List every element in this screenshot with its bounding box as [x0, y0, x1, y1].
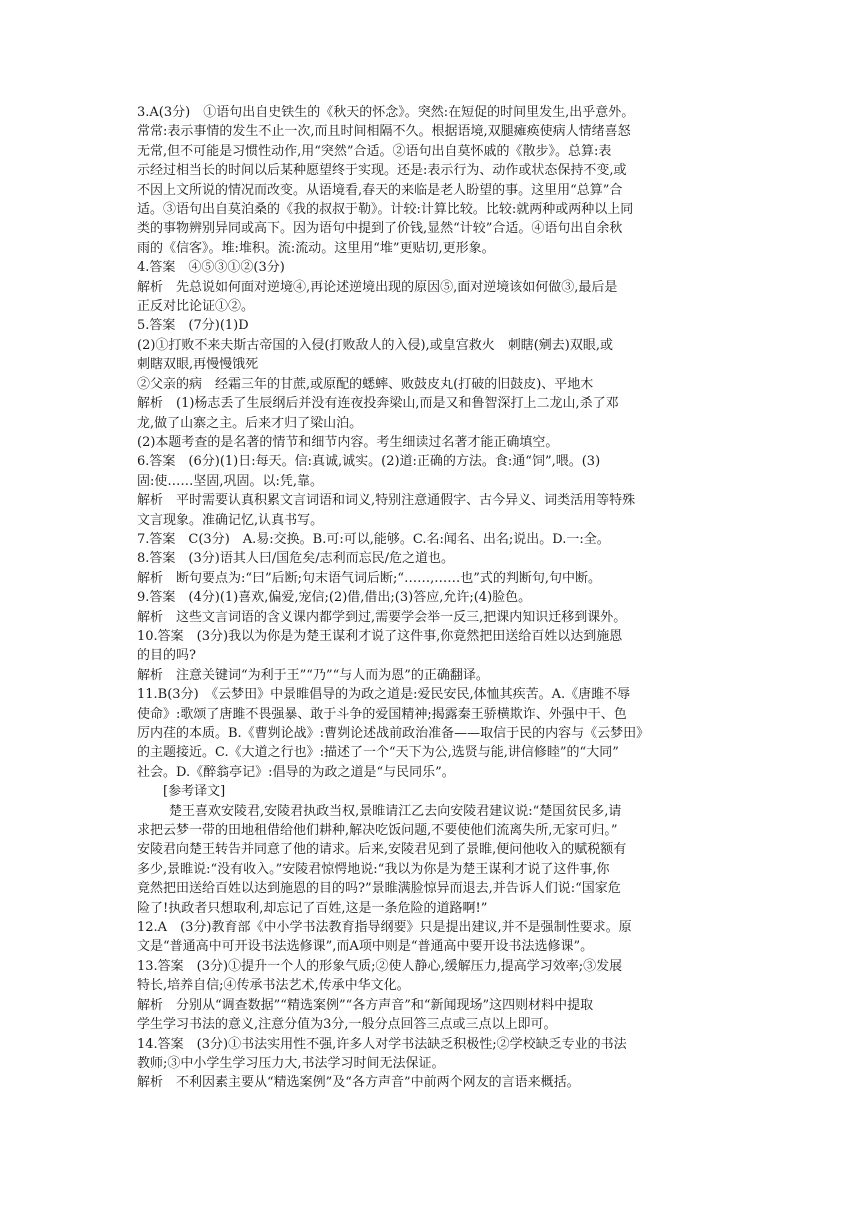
text-line: 厉内荏的本质。B.《曹刿论战》:曹刿论述战前政治准备——取信于民的内容与《云梦田》	[137, 726, 650, 741]
text-line: 不因上文所说的情况而改变。从语境看,春天的来临是老人盼望的事。这里用“总算”合	[137, 182, 623, 198]
text-line: 解析 断句要点为:“曰”后断;句末语气词后断;“……,……也”式的判断句,句中断。	[137, 570, 601, 586]
text-line: 11.B(3分) 《云梦田》中景睢倡导的为政之道是:爱民安民,体恤其疾苦。A.《唐雎不辱	[137, 687, 631, 703]
text-line: [参考译文]	[163, 784, 226, 800]
text-line: 解析 注意关键词“为利于王”“乃”“与人而为恩”的正确翻译。	[137, 667, 489, 683]
text-line: 类的事物辨别异同或高下。因为语句中提到了价钱,显然“计较”合适。④语句出自余秋	[137, 221, 623, 237]
text-line: 无常,但不可能是习惯性动作,用“突然”合适。②语句出自莫怀戚的《散步》。总算:表	[137, 143, 612, 159]
text-line: 12.A (3分)教育部《中小学书法教育指导纲要》只是提出建议,并不是强制性要求。原	[137, 920, 632, 936]
text-line: 5.答案 (7分)(1)D	[137, 318, 249, 334]
text-line: 4.答案 ④⑤③①②(3分)	[137, 260, 285, 276]
text-line: 示经过相当长的时间以后某种愿望终于实现。还是:表示行为、动作或状态保持不变,或	[137, 163, 627, 179]
text-line: 文言现象。准确记忆,认真书写。	[137, 512, 324, 528]
text-line: 的主题接近。C.《大道之行也》:描述了一个“天下为公,选贤与能,讲信修睦”的“大同”	[137, 745, 619, 761]
text-line: 3.A(3分) ①语句出自史铁生的《秋天的怀念》。突然:在短促的时间里发生,出乎意外。	[137, 105, 635, 120]
text-line: ②父亲的病 经霜三年的甘蔗,或原配的蟋蟀、败鼓皮丸(打破的旧鼓皮)、平地木	[137, 376, 594, 392]
text-line: 使命》:歌颂了唐雎不畏强暴、敢于斗争的爱国精神;揭露秦王骄横欺诈、外强中干、色	[137, 706, 627, 722]
text-line: 解析 这些文言词语的含义课内都学到过,需要学会举一反三,把课内知识迁移到课外。	[137, 609, 627, 625]
text-line: 常常:表示事情的发生不止一次,而且时间相隔不久。根据语境,双腿瘫痪使病人情绪喜怒	[137, 124, 631, 140]
text-line: 社会。D.《醉翁亭记》:倡导的为政之道是“与民同乐”。	[137, 764, 455, 780]
text-line: 13.答案 (3分)①提升一个人的形象气质;②使人静心,缓解压力,提高学习效率;③发展	[137, 958, 623, 974]
text-line: 雨的《信客》。堆:堆积。流:流动。这里用“堆”更贴切,更形象。	[137, 240, 495, 256]
text-line: 竟然把田送给百姓以达到施恩的目的吗?”景睢满脸惊异而退去,并告诉人们说:“国家危	[137, 881, 621, 897]
text-line: 解析 不利因素主要从“精选案例”及“各方声音”中前两个网友的言语来概括。	[137, 1075, 580, 1091]
text-line: 正反对比论证①②。	[137, 299, 255, 315]
text-line: 特长,培养自信;④传承书法艺术,传承中华文化。	[137, 978, 410, 994]
text-line: 险了!执政者只想取利,却忘记了百姓,这是一条危险的道路啊!”	[137, 900, 488, 916]
text-line: 解析 平时需要认真积累文言词语和词义,特别注意通假字、古今异义、词类活用等特殊	[137, 493, 636, 509]
text-line: 10.答案 (3分)我以为你是为楚王谋利才说了这件事,你竟然把田送给百姓以达到施恩	[137, 628, 623, 644]
text-line: 刺瞎双眼,再慢慢饿死	[137, 357, 259, 373]
text-line: 解析 分别从“调查数据”“精选案例”“各方声音”和“新闻现场”这四则材料中提取	[137, 997, 594, 1013]
text-line: 求把云梦一带的田地租借给他们耕种,解决吃饭问题,不要使他们流离失所,无家可归。”	[137, 823, 618, 839]
text-line: (2)①打败不来夫斯古帝国的入侵(打败敌人的入侵),或皇宫救火 刺瞎(剜去)双眼,或	[137, 337, 613, 353]
text-line: 龙,做了山寨之主。后来才归了梁山泊。	[137, 415, 363, 431]
text-line: 适。③语句出自莫泊桑的《我的叔叔于勒》。计较:计算比较。比较:就两种或两种以上同	[137, 202, 634, 218]
answer-document	[137, 103, 725, 1093]
text-line: 14.答案 (3分)①书法实用性不强,许多人对学书法缺乏积极性;②学校缺乏专业的书法	[137, 1036, 627, 1052]
text-line: 固:使……坚固,巩固。以:凭,靠。	[137, 473, 324, 489]
text-line: 7.答案 C(3分) A.易:交换。B.可:可以,能够。C.名:闻名、出名;说出。D.一:全。	[137, 531, 610, 547]
text-line: 文是“普通高中可开设书法选修课”,而A项中则是“普通高中要开设书法选修课”。	[137, 939, 594, 955]
text-line: 学生学习书法的意义,注意分值为3分,一般分点回答三点或三点以上即可。	[137, 1017, 557, 1033]
text-line: 9.答案 (4分)(1)喜欢,偏爱,宠信;(2)借,借出;(3)答应,允许;(4)脸色。	[137, 590, 532, 606]
text-line: 解析 先总说如何面对逆境④,再论述逆境出现的原因⑤,面对逆境该如何做③,最后是	[137, 279, 618, 295]
text-line: 6.答案 (6分)(1)日:每天。信:真诚,诚实。(2)道:正确的方法。食:通“饲”,喂。(3)	[137, 454, 601, 470]
text-line: 安陵君向楚王转告并同意了他的请求。后来,安陵君见到了景睢,便问他收入的赋税额有	[137, 842, 627, 858]
text-line: 多少,景睢说:“没有收入。”安陵君惊愕地说:“我以为你是为楚王谋利才说了这件事,你	[137, 861, 610, 877]
text-line: (2)本题考查的是名著的情节和细节内容。考生细读过名著才能正确填空。	[137, 434, 559, 450]
text-line: 的目的吗?	[137, 648, 196, 664]
text-line: 解析 (1)杨志丢了生辰纲后并没有连夜投奔梁山,而是又和鲁智深打上二龙山,杀了邓	[137, 396, 619, 412]
text-line: 教师;③中小学生学习压力大,书法学习时间无法保证。	[137, 1055, 445, 1071]
text-line: 8.答案 (3分)语其人曰/国危矣/志利而忘民/危之道也。	[137, 551, 454, 567]
text-line: 楚王喜欢安陵君,安陵君执政当权,景睢请江乙去向安陵君建议说:“楚国贫民多,请	[169, 803, 622, 819]
